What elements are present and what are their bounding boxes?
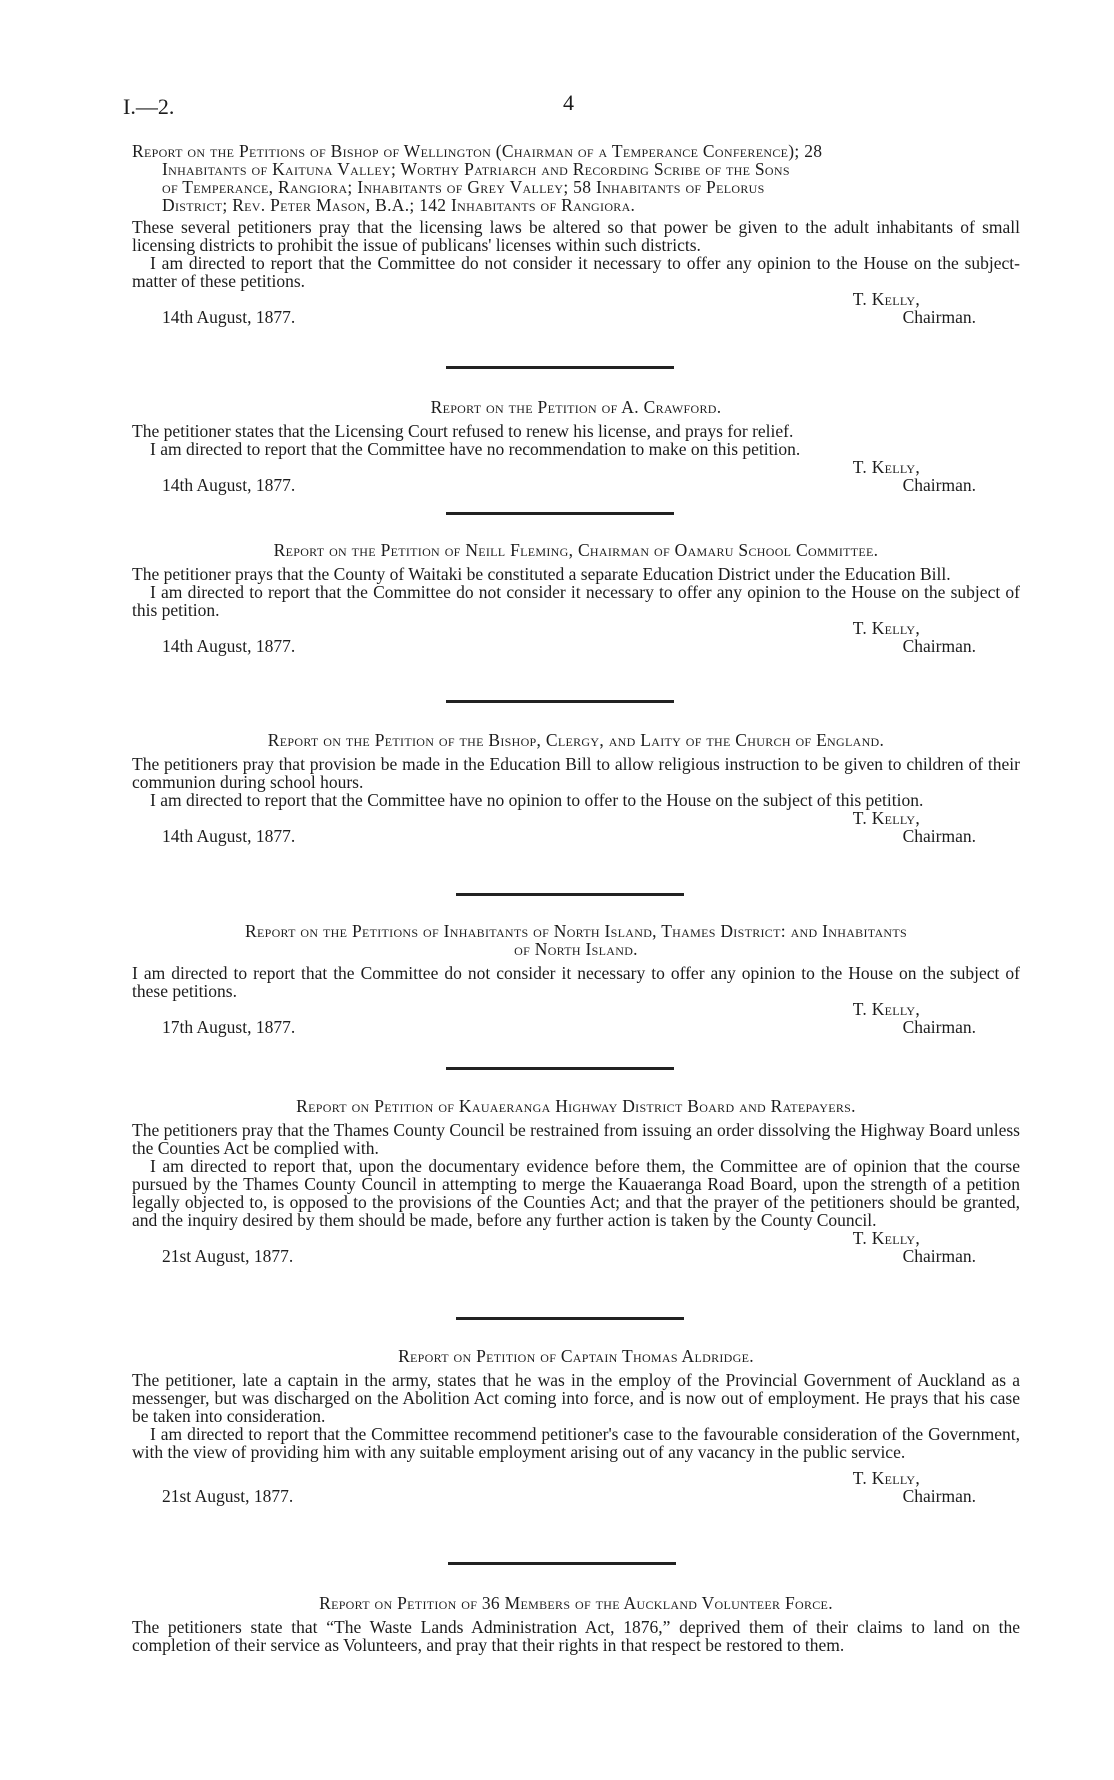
section-divider xyxy=(456,1317,684,1320)
heading-line: Report on Petition of Kauaeranga Highway District Board and Ratepayers. xyxy=(296,1096,856,1116)
report-8 xyxy=(132,1594,1020,1654)
signature-title: Chairman. xyxy=(902,826,976,846)
section-divider xyxy=(448,1562,676,1565)
heading-line: District; Rev. Peter Mason, B.A.; 142 Inhabitants of Rangiora. xyxy=(162,195,636,215)
heading-line: Report on Petition of 36 Members of the Auckland Volunteer Force. xyxy=(319,1593,833,1613)
report-paragraph: The petitioners pray that the Thames County Council be restrained from issuing an order dissolving the Highway Board unless the Counties Act be complied with. xyxy=(132,1120,1020,1158)
signature-title: Chairman. xyxy=(902,1486,976,1506)
heading-line: Report on the Petition of Neill Fleming, Chairman of Oamaru School Committee. xyxy=(273,540,879,560)
report-paragraph: I am directed to report that, upon the documentary evidence before them, the Committee are of opinion that the course pursued by the Thames County Council in attempting to merge the Kauaeranga Road Board, upon the strength of a petition legally objected to, is opposed to the provisions of the Counties Act; and that the prayer of the petitioners should be granted, and the inquiry desired by them should be made, before any further action is taken by the County Council. xyxy=(132,1156,1020,1230)
section-divider xyxy=(446,700,674,703)
report-2 xyxy=(132,398,1020,496)
heading-line: of Temperance, Rangiora; Inhabitants of Grey Valley; 58 Inhabitants of Pelorus xyxy=(162,177,765,197)
report-7 xyxy=(132,1347,1020,1507)
report-paragraph: The petitioners pray that provision be made in the Education Bill to allow religious instruction to be given to children of their communion during school hours. xyxy=(132,754,1020,792)
signature-name: T. Kelly, xyxy=(852,618,920,638)
signature-name: T. Kelly, xyxy=(852,289,920,309)
signature-title: Chairman. xyxy=(902,475,976,495)
signature-block xyxy=(132,290,1020,328)
signature-block xyxy=(132,1000,1020,1038)
heading-line: Report on the Petition of the Bishop, Clergy, and Laity of the Church of England. xyxy=(267,730,885,750)
report-date: 21st August, 1877. xyxy=(162,1486,294,1506)
report-date: 14th August, 1877. xyxy=(162,307,296,327)
signature-title: Chairman. xyxy=(902,307,976,327)
heading-line: Report on the Petitions of Inhabitants of North Island, Thames District: and Inhabitants xyxy=(245,921,907,941)
signature-block xyxy=(132,458,1020,496)
report-paragraph: I am directed to report that the Committee recommend petitioner's case to the favourable consideration of the Government, with the view of providing him with any suitable employment arising out of any vacancy in the public service. xyxy=(132,1424,1020,1462)
report-heading xyxy=(132,398,1020,416)
heading-line: Report on the Petitions of Bishop of Wellington (Chairman of a Temperance Conference); 28 xyxy=(132,141,823,161)
report-3 xyxy=(132,541,1020,657)
report-heading xyxy=(132,1097,1020,1115)
report-paragraph: The petitioner states that the Licensing Court refused to renew his license, and prays for relief. xyxy=(132,421,794,441)
heading-line: Report on Petition of Captain Thomas Aldridge. xyxy=(398,1346,754,1366)
signature-title: Chairman. xyxy=(902,1017,976,1037)
report-heading xyxy=(132,541,1020,559)
report-date: 14th August, 1877. xyxy=(162,826,296,846)
signature-title: Chairman. xyxy=(902,636,976,656)
series-number: I.—2. xyxy=(123,94,175,119)
heading-line: Report on the Petition of A. Crawford. xyxy=(430,397,722,417)
report-date: 21st August, 1877. xyxy=(162,1246,294,1266)
report-4 xyxy=(132,731,1020,847)
signature-name: T. Kelly, xyxy=(852,808,920,828)
report-paragraph: The petitioners state that “The Waste Lands Administration Act, 1876,” deprived them of their claims to land on the completion of their service as Volunteers, and pray that their rights in that respect be restored to them. xyxy=(132,1617,1020,1655)
signature-block xyxy=(132,809,1020,847)
signature-block xyxy=(132,1229,1020,1267)
report-heading xyxy=(132,731,1020,749)
section-divider xyxy=(446,366,674,369)
signature-name: T. Kelly, xyxy=(852,1228,920,1248)
report-heading xyxy=(132,1594,1020,1612)
report-paragraph: The petitioner, late a captain in the army, states that he was in the employ of the Provincial Government of Auckland as a messenger, but was discharged on the Abolition Act coming into force, and is now out of employment. He prays that his case be taken into consideration. xyxy=(132,1370,1020,1426)
signature-block xyxy=(132,1469,1020,1507)
heading-line: of North Island. xyxy=(514,939,638,959)
report-heading xyxy=(132,1347,1020,1365)
report-paragraph: I am directed to report that the Committee do not consider it necessary to offer any opinion to the House on the subject of these petitions. xyxy=(132,963,1020,1001)
signature-name: T. Kelly, xyxy=(852,1468,920,1488)
report-paragraph: These several petitioners pray that the licensing laws be altered so that power be given to the adult inhabitants of small licensing districts to prohibit the issue of publicans' licenses within such districts. xyxy=(132,217,1020,255)
signature-name: T. Kelly, xyxy=(852,999,920,1019)
report-paragraph: The petitioner prays that the County of Waitaki be constituted a separate Education District under the Education Bill. xyxy=(132,564,951,584)
signature-title: Chairman. xyxy=(902,1246,976,1266)
report-1 xyxy=(132,142,1020,328)
section-divider xyxy=(456,893,684,896)
report-date: 14th August, 1877. xyxy=(162,636,296,656)
report-paragraph: I am directed to report that the Committee have no recommendation to make on this petition. xyxy=(150,439,801,459)
report-5 xyxy=(132,922,1020,1038)
signature-name: T. Kelly, xyxy=(852,457,920,477)
report-heading xyxy=(132,142,1020,214)
page-number: 4 xyxy=(563,90,574,115)
heading-line: Inhabitants of Kaituna Valley; Worthy Patriarch and Recording Scribe of the Sons xyxy=(162,159,790,179)
report-date: 14th August, 1877. xyxy=(162,475,296,495)
report-6 xyxy=(132,1097,1020,1267)
report-heading xyxy=(132,922,1020,958)
signature-block xyxy=(132,619,1020,657)
report-paragraph: I am directed to report that the Committee do not consider it necessary to offer any opinion to the House on the subject-matter of these petitions. xyxy=(132,253,1020,291)
section-divider xyxy=(446,512,674,515)
section-divider xyxy=(446,1067,674,1070)
report-date: 17th August, 1877. xyxy=(162,1017,296,1037)
report-paragraph: I am directed to report that the Committee have no opinion to offer to the House on the subject of this petition. xyxy=(150,790,924,810)
report-paragraph: I am directed to report that the Committee do not consider it necessary to offer any opinion to the House on the subject of this petition. xyxy=(132,582,1020,620)
